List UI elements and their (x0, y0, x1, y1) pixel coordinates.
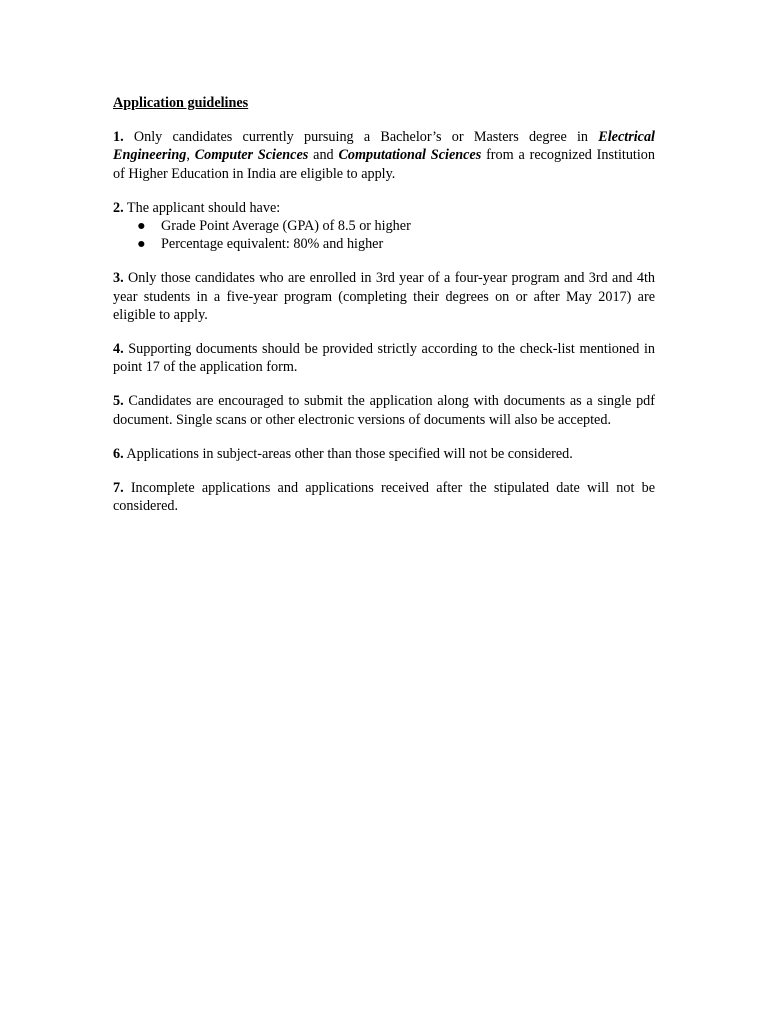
bullet-icon: ● (137, 236, 146, 253)
item-number: 7. (113, 480, 124, 497)
requirement-percentage: Percentage equivalent: 80% and higher (161, 236, 384, 253)
item-text: Incomplete applications and applications received after the stipulated date will not be considered. (113, 480, 655, 515)
guideline-item-7 (113, 479, 655, 515)
guideline-item-1 (113, 128, 655, 183)
guideline-item-5 (113, 392, 655, 428)
item-text: The applicant should have: (123, 199, 281, 216)
page-title: Application guidelines (113, 95, 249, 111)
item-text: , (186, 147, 195, 164)
bullet-icon: ● (137, 218, 146, 235)
guideline-item-6 (113, 445, 655, 463)
guideline-item-4 (113, 340, 655, 376)
item-text: Applications in subject-areas other than those specified will not be considered. (123, 445, 573, 462)
item-text: from a recognized Institution of Higher Education in India are eligible to apply. (113, 147, 655, 182)
item-text: Only candidates currently pursuing a Bachelor’s or Masters degree in (123, 129, 599, 146)
requirement-gpa: Grade Point Average (GPA) of 8.5 or higher (161, 218, 411, 235)
item-number: 6. (113, 445, 124, 462)
item-number: 3. (113, 270, 124, 287)
item-intro (113, 199, 655, 217)
subject-computational-sciences: Computational Sciences (338, 147, 482, 164)
document-page (113, 94, 655, 531)
item-text: and (308, 147, 339, 164)
item-text: Supporting documents should be provided strictly according to the check-list mentioned in point 17 of the application form. (113, 341, 655, 376)
item-number: 2. (113, 199, 124, 216)
item-number: 1. (113, 129, 124, 146)
guideline-item-2 (113, 199, 655, 254)
subject-electrical-engineering: Electrical Engineering (113, 129, 655, 164)
item-number: 4. (113, 341, 124, 358)
list-item (113, 235, 655, 253)
list-item (113, 217, 655, 235)
item-number: 5. (113, 393, 124, 410)
item-text: Only those candidates who are enrolled in 3rd year of a four-year program and 3rd and 4th year students in a five-year program (completing their degrees on or after May 2017) are eligible to apply. (113, 270, 655, 323)
subject-computer-sciences: Computer Sciences (194, 147, 309, 164)
item-text: Candidates are encouraged to submit the application along with documents as a single pdf document. Single scans or other electronic versions of documents will also be accepted. (113, 393, 655, 428)
guideline-item-3 (113, 269, 655, 324)
requirement-list (113, 217, 655, 253)
